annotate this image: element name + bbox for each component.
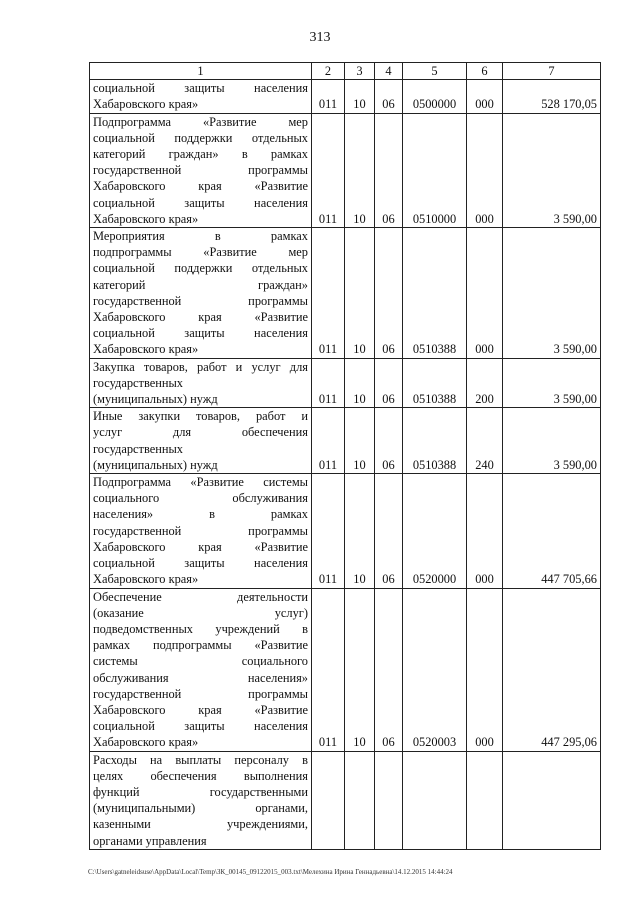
description-line: услуг для обеспечения bbox=[93, 425, 308, 440]
description-line: Расходы на выплаты персоналу в bbox=[93, 752, 308, 767]
file-path-footer: C:\Users\gatneleidsuse\AppData\Local\Temp\ЗК_00145_09122015_003.txt\Мелехина Ирина Геннадьевна\14.12.2015 14:44:24 bbox=[88, 868, 453, 876]
description-line: социальной защиты населения bbox=[93, 81, 308, 96]
header-col-6: 6 bbox=[467, 63, 503, 80]
row-code-target-article: 0500000 bbox=[403, 80, 467, 113]
row-code-ministry: 011 bbox=[312, 228, 345, 359]
row-amount: 3 590,00 bbox=[503, 358, 601, 408]
row-code-target-article: 0510388 bbox=[403, 228, 467, 359]
description-line: социальной защиты населения bbox=[93, 326, 308, 341]
description-line: обслуживания населения» bbox=[93, 670, 308, 685]
budget-table bbox=[89, 62, 601, 850]
description-line: государственных bbox=[93, 375, 184, 390]
description-line: социальной защиты населения bbox=[93, 719, 308, 734]
row-code-expense-type: 000 bbox=[467, 80, 503, 113]
row-code-ministry bbox=[312, 751, 345, 849]
row-code-subsection: 06 bbox=[375, 113, 403, 227]
row-code-ministry: 011 bbox=[312, 358, 345, 408]
description-line: целях обеспечения выполнения bbox=[93, 768, 308, 783]
row-description bbox=[90, 408, 312, 474]
row-code-section: 10 bbox=[345, 80, 375, 113]
description-line: социальной защиты населения bbox=[93, 556, 308, 571]
table-row bbox=[90, 228, 601, 359]
row-description bbox=[90, 474, 312, 588]
row-code-section: 10 bbox=[345, 228, 375, 359]
table-row bbox=[90, 408, 601, 474]
row-code-subsection: 06 bbox=[375, 228, 403, 359]
description-line: Закупка товаров, работ и услуг для bbox=[93, 359, 308, 374]
description-line: Хабаровского края» bbox=[93, 211, 199, 226]
row-code-ministry: 011 bbox=[312, 588, 345, 751]
description-line: (муниципальных) нужд bbox=[93, 392, 218, 407]
row-amount: 447 705,66 bbox=[503, 474, 601, 588]
description-line: Подпрограмма «Развитие системы bbox=[93, 475, 308, 490]
description-line: Мероприятия в рамках bbox=[93, 229, 308, 244]
row-code-expense-type bbox=[467, 751, 503, 849]
row-amount bbox=[503, 751, 601, 849]
row-code-subsection: 06 bbox=[375, 474, 403, 588]
description-line: государственной программы bbox=[93, 163, 308, 178]
description-line: (муниципальных) нужд bbox=[93, 457, 218, 472]
page-number: 313 bbox=[309, 30, 331, 45]
row-code-section: 10 bbox=[345, 358, 375, 408]
header-col-2: 2 bbox=[312, 63, 345, 80]
row-code-target-article: 0510388 bbox=[403, 358, 467, 408]
description-line: органами управления bbox=[93, 833, 207, 848]
row-amount: 3 590,00 bbox=[503, 228, 601, 359]
description-line: государственной программы bbox=[93, 686, 308, 701]
description-line: (муниципальными) органами, bbox=[93, 801, 308, 816]
description-line: Обеспечение деятельности bbox=[93, 589, 308, 604]
description-line: государственной программы bbox=[93, 523, 308, 538]
description-line: Хабаровского края «Развитие bbox=[93, 539, 308, 554]
header-col-5: 5 bbox=[403, 63, 467, 80]
row-code-section: 10 bbox=[345, 588, 375, 751]
description-line: подпрограммы «Развитие мер bbox=[93, 245, 308, 260]
description-line: категорий граждан» в рамках bbox=[93, 147, 308, 162]
table-row bbox=[90, 358, 601, 408]
description-line: Хабаровского края «Развитие bbox=[93, 702, 308, 717]
row-code-section: 10 bbox=[345, 113, 375, 227]
description-line: государственных bbox=[93, 441, 184, 456]
description-line: Иные закупки товаров, работ и bbox=[93, 409, 308, 424]
description-line: Хабаровского края» bbox=[93, 735, 199, 750]
description-line: Хабаровского края «Развитие bbox=[93, 310, 308, 325]
table-row bbox=[90, 751, 601, 849]
row-amount: 528 170,05 bbox=[503, 80, 601, 113]
description-line: системы социального bbox=[93, 654, 308, 669]
description-line: государственной программы bbox=[93, 293, 308, 308]
header-col-7: 7 bbox=[503, 63, 601, 80]
row-code-ministry: 011 bbox=[312, 80, 345, 113]
row-code-expense-type: 000 bbox=[467, 228, 503, 359]
row-description bbox=[90, 358, 312, 408]
table-row bbox=[90, 80, 601, 113]
row-code-subsection: 06 bbox=[375, 358, 403, 408]
header-col-3: 3 bbox=[345, 63, 375, 80]
header-row bbox=[90, 63, 601, 80]
row-code-target-article: 0510000 bbox=[403, 113, 467, 227]
description-line: казенными учреждениями, bbox=[93, 817, 308, 832]
description-line: Хабаровского края» bbox=[93, 342, 199, 357]
row-code-subsection bbox=[375, 751, 403, 849]
description-line: Хабаровского края «Развитие bbox=[93, 179, 308, 194]
description-line: подведомственных учреждений в bbox=[93, 621, 308, 636]
row-code-expense-type: 000 bbox=[467, 113, 503, 227]
description-line: рамках подпрограммы «Развитие bbox=[93, 638, 308, 653]
row-code-ministry: 011 bbox=[312, 113, 345, 227]
row-code-target-article: 0510388 bbox=[403, 408, 467, 474]
table-row bbox=[90, 474, 601, 588]
table-row bbox=[90, 113, 601, 227]
row-code-subsection: 06 bbox=[375, 588, 403, 751]
description-line: социальной защиты населения bbox=[93, 195, 308, 210]
row-amount: 3 590,00 bbox=[503, 113, 601, 227]
row-description bbox=[90, 751, 312, 849]
description-line: функций государственными bbox=[93, 784, 308, 799]
row-code-expense-type: 000 bbox=[467, 588, 503, 751]
description-line: Подпрограмма «Развитие мер bbox=[93, 114, 308, 129]
row-code-target-article bbox=[403, 751, 467, 849]
row-code-subsection: 06 bbox=[375, 408, 403, 474]
row-code-target-article: 0520000 bbox=[403, 474, 467, 588]
row-code-ministry: 011 bbox=[312, 408, 345, 474]
row-code-expense-type: 200 bbox=[467, 358, 503, 408]
row-code-section: 10 bbox=[345, 408, 375, 474]
description-line: категорий граждан» bbox=[93, 277, 308, 292]
row-amount: 447 295,06 bbox=[503, 588, 601, 751]
row-description bbox=[90, 80, 312, 113]
description-line: населения» в рамках bbox=[93, 507, 308, 522]
row-code-target-article: 0520003 bbox=[403, 588, 467, 751]
description-line: социальной поддержки отдельных bbox=[93, 130, 308, 145]
header-col-1: 1 bbox=[90, 63, 312, 80]
header-col-4: 4 bbox=[375, 63, 403, 80]
row-code-expense-type: 000 bbox=[467, 474, 503, 588]
row-description bbox=[90, 113, 312, 227]
row-amount: 3 590,00 bbox=[503, 408, 601, 474]
description-line: социальной поддержки отдельных bbox=[93, 261, 308, 276]
row-code-section: 10 bbox=[345, 474, 375, 588]
row-code-subsection: 06 bbox=[375, 80, 403, 113]
row-code-expense-type: 240 bbox=[467, 408, 503, 474]
description-line: Хабаровского края» bbox=[93, 97, 199, 112]
row-code-ministry: 011 bbox=[312, 474, 345, 588]
row-description bbox=[90, 228, 312, 359]
description-line: (оказание услуг) bbox=[93, 605, 308, 620]
description-line: Хабаровского края» bbox=[93, 572, 199, 587]
row-code-section bbox=[345, 751, 375, 849]
row-description bbox=[90, 588, 312, 751]
table-row bbox=[90, 588, 601, 751]
description-line: социального обслуживания bbox=[93, 491, 308, 506]
